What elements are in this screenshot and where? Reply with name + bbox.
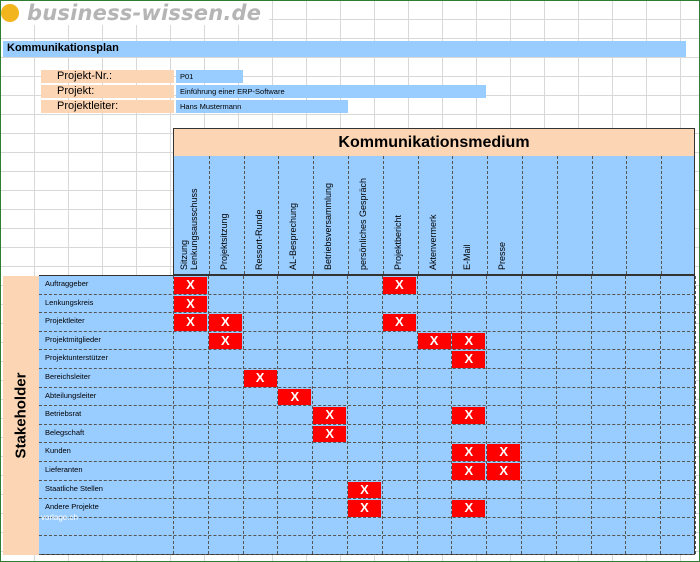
column-header[interactable] (452, 160, 486, 270)
logo-text: business-wissen.de (27, 1, 262, 25)
row-label[interactable]: Lieferanten (45, 465, 83, 474)
table-row (39, 332, 695, 351)
row-label[interactable]: Projektmitglieder (45, 334, 101, 344)
medium-header (173, 128, 695, 156)
row-label[interactable]: Projektunterstützer (45, 353, 108, 363)
x-mark-cell[interactable]: X (313, 407, 346, 424)
projekt-nr-field[interactable]: P01 (176, 70, 243, 83)
title-bar[interactable] (3, 41, 686, 57)
x-mark-cell[interactable]: X (452, 351, 485, 368)
column-header-label: persönliches Gespräch (358, 177, 368, 270)
row-label[interactable]: Kunden (45, 446, 71, 456)
column-header-label: Ressort-Runde (253, 209, 264, 270)
column-header[interactable] (418, 160, 452, 270)
table-row (39, 425, 695, 444)
table-row (39, 276, 695, 295)
column-header-area (173, 156, 695, 275)
overlay-text: vorlage.ch (41, 513, 78, 522)
row-label[interactable]: Projektleiter (45, 316, 85, 326)
row-label[interactable]: Andere Projekte (45, 502, 99, 512)
column-header-label: Projektsitzung (218, 213, 229, 270)
x-mark-cell[interactable]: X (174, 314, 207, 331)
table-row (39, 369, 695, 388)
table-row (39, 313, 695, 332)
x-mark-cell[interactable]: X (209, 314, 242, 331)
column-header-label: Presse (497, 241, 508, 270)
row-label[interactable]: Abteilungsleiter (45, 390, 97, 400)
column-header-label: AL-Besprechung (288, 202, 299, 270)
table-row (39, 406, 695, 425)
grid-column-divider (695, 276, 696, 554)
row-label[interactable]: Belegschaft (45, 427, 85, 437)
column-header[interactable] (174, 160, 208, 270)
stakeholder-title: Stakeholder (12, 372, 30, 459)
column-divider (522, 156, 523, 274)
row-label[interactable]: Staatliche Stellen (45, 483, 103, 493)
table-row (39, 462, 695, 481)
column-header[interactable] (313, 160, 347, 270)
column-divider (661, 156, 662, 274)
page-title: Kommunikationsplan (7, 42, 119, 54)
column-header-label: Projektbericht (392, 214, 403, 270)
projekt-field[interactable]: Einführung einer ERP-Software (176, 85, 486, 98)
table-row (39, 518, 695, 537)
x-mark-cell[interactable]: X (348, 482, 381, 499)
projektleiter-field[interactable]: Hans Mustermann (176, 100, 348, 113)
column-header[interactable] (348, 160, 382, 270)
table-row (39, 481, 695, 500)
x-mark-cell[interactable]: X (452, 444, 485, 461)
x-mark-cell[interactable]: X (348, 500, 381, 517)
table-row (39, 295, 695, 314)
x-mark-cell[interactable]: X (452, 333, 485, 350)
x-mark-cell[interactable]: X (383, 277, 416, 294)
column-header-label: E-Mail (462, 244, 473, 270)
stakeholder-band (3, 276, 39, 555)
column-header-label: Sitzung Lenkungsausschuss (179, 188, 199, 270)
row-label[interactable]: Lenkungskreis (45, 297, 94, 307)
table-row (39, 443, 695, 462)
x-mark-cell[interactable]: X (452, 407, 485, 424)
x-mark-cell[interactable]: X (452, 463, 485, 480)
column-header[interactable] (278, 160, 312, 270)
table-row (39, 350, 695, 369)
x-mark-cell[interactable]: X (278, 389, 311, 406)
column-header[interactable] (209, 160, 243, 270)
row-label[interactable]: Auftraggeber (45, 279, 89, 288)
x-mark-cell[interactable]: X (174, 277, 207, 294)
table-row (39, 499, 695, 518)
projekt-nr-label: Projekt-Nr.: (41, 70, 174, 83)
column-header-label: Aktenvermerk (427, 214, 438, 270)
column-header[interactable] (244, 160, 278, 270)
logo (1, 1, 269, 25)
row-label[interactable]: Betriebsrat (45, 409, 82, 419)
x-mark-cell[interactable]: X (313, 426, 346, 443)
stakeholder-matrix (39, 275, 695, 555)
x-mark-cell[interactable]: X (487, 463, 520, 480)
column-header[interactable] (383, 160, 417, 270)
x-mark-cell[interactable]: X (452, 500, 485, 517)
column-header-label: Betriebsversammlung (323, 182, 334, 270)
x-mark-cell[interactable]: X (174, 296, 207, 313)
medium-title: Kommunikationsmedium (338, 133, 530, 151)
x-mark-cell[interactable]: X (244, 370, 277, 387)
table-row (39, 388, 695, 407)
projekt-label: Projekt: (41, 85, 174, 98)
logo-dot-icon (1, 4, 19, 22)
x-mark-cell[interactable]: X (487, 444, 520, 461)
projektleiter-label: Projektleiter: (41, 100, 174, 113)
table-row (39, 536, 695, 555)
column-divider (557, 156, 558, 274)
column-header[interactable] (487, 160, 521, 270)
x-mark-cell[interactable]: X (383, 314, 416, 331)
column-divider (626, 156, 627, 274)
x-mark-cell[interactable]: X (209, 333, 242, 350)
row-label[interactable]: Bereichsleiter (45, 372, 91, 381)
x-mark-cell[interactable]: X (418, 333, 451, 350)
column-divider (592, 156, 593, 274)
